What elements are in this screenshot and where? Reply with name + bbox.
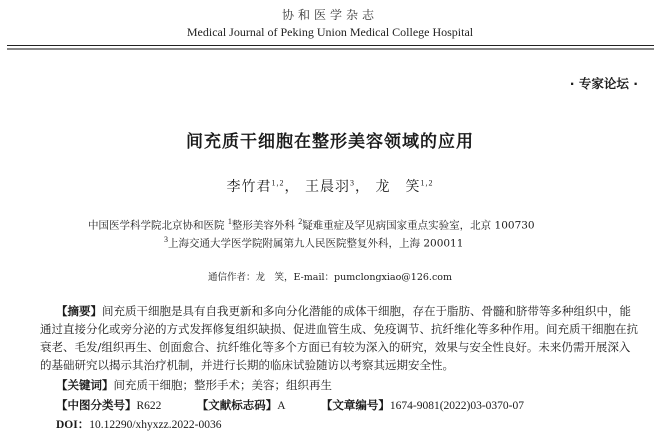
classification-row bbox=[56, 397, 524, 413]
abstract-label: 【摘要】 bbox=[56, 304, 102, 318]
affil-num: 2 bbox=[298, 217, 303, 226]
author-affil: 1,2 bbox=[420, 178, 434, 188]
abstract-line: 的基础研究以揭示其治疗机制，并进行长期的临床试验随访以考察其远期安全性。 bbox=[40, 358, 454, 372]
doi-value[interactable]: 10.12290/xhyxzz.2022-0036 bbox=[89, 419, 222, 431]
affil-num: 3 bbox=[164, 235, 168, 244]
abstract-line bbox=[56, 303, 631, 319]
author-name: 龙 笑 bbox=[375, 179, 421, 195]
doc-code-value: A bbox=[277, 400, 286, 412]
abstract-line: 衰老、毛发/组织再生、创面愈合、抗纤维化等多个方面已有较为深入的研究，效果与安全性良好。未来仍需开展深入 bbox=[40, 340, 631, 354]
author-affil: 1,2 bbox=[271, 178, 285, 188]
corresponding-author: 通信作者：龙 笑，E-mail：pumclongxiao@126.com bbox=[207, 272, 453, 283]
keywords-value: 间充质干细胞；整形手术；美容；组织再生 bbox=[113, 378, 332, 392]
abstract-text: 间充质干细胞是具有自我更新和多向分化潜能的成体干细胞，存在于脂肪、骨髓和脐带等多种组织中，能 bbox=[102, 304, 631, 318]
classification-value: R622 bbox=[136, 400, 162, 412]
doi-label: DOI： bbox=[56, 419, 90, 431]
affiliation-dept: 上海交通大学医学院附属第九人民医院整复外科，上海 200011 bbox=[168, 237, 464, 250]
affil-num: 1 bbox=[227, 217, 232, 226]
keywords bbox=[56, 377, 332, 393]
article-no-value: 1674-9081(2022)03-0370-07 bbox=[389, 400, 525, 412]
header-rule bbox=[7, 45, 654, 46]
author-affil: 3 bbox=[350, 178, 355, 188]
article-title: 间充质干细胞在整形美容领域的应用 bbox=[186, 132, 474, 152]
separator: ， bbox=[355, 179, 370, 195]
keywords-label: 【关键词】 bbox=[56, 378, 114, 392]
author-name: 王晨羽 bbox=[305, 179, 350, 195]
abstract-line: 通过直接分化或旁分泌的方式发挥修复组织缺损、促进血管生成、免疫调节、抗纤维化等多种作用。间充质干细胞在抗 bbox=[40, 322, 638, 336]
article-no-label: 【文章编号】 bbox=[320, 398, 390, 412]
affiliation-dept: 疑难重症及罕见病国家重点实验室，北京 100730 bbox=[302, 219, 535, 232]
affiliation-line-2 bbox=[164, 235, 463, 251]
affiliation-institution: 中国医学科学院北京协和医院 bbox=[88, 219, 225, 232]
affiliation-dept: 整形美容外科 bbox=[231, 219, 295, 232]
header-rule-thick bbox=[7, 48, 654, 50]
journal-name-en: Medical Journal of Peking Union Medical College Hospital bbox=[186, 25, 474, 39]
author-name: 李竹君 bbox=[226, 179, 272, 195]
doi-row bbox=[56, 416, 221, 432]
separator: ， bbox=[284, 179, 300, 195]
affiliation-line-1 bbox=[88, 217, 535, 233]
column-label: · 专家论坛 · bbox=[569, 76, 638, 91]
classification-label: 【中图分类号】 bbox=[56, 398, 137, 412]
journal-name-cn: 协和医学杂志 bbox=[281, 8, 378, 22]
author-list bbox=[0, 176, 660, 196]
doc-code-label: 【文献标志码】 bbox=[196, 398, 278, 412]
